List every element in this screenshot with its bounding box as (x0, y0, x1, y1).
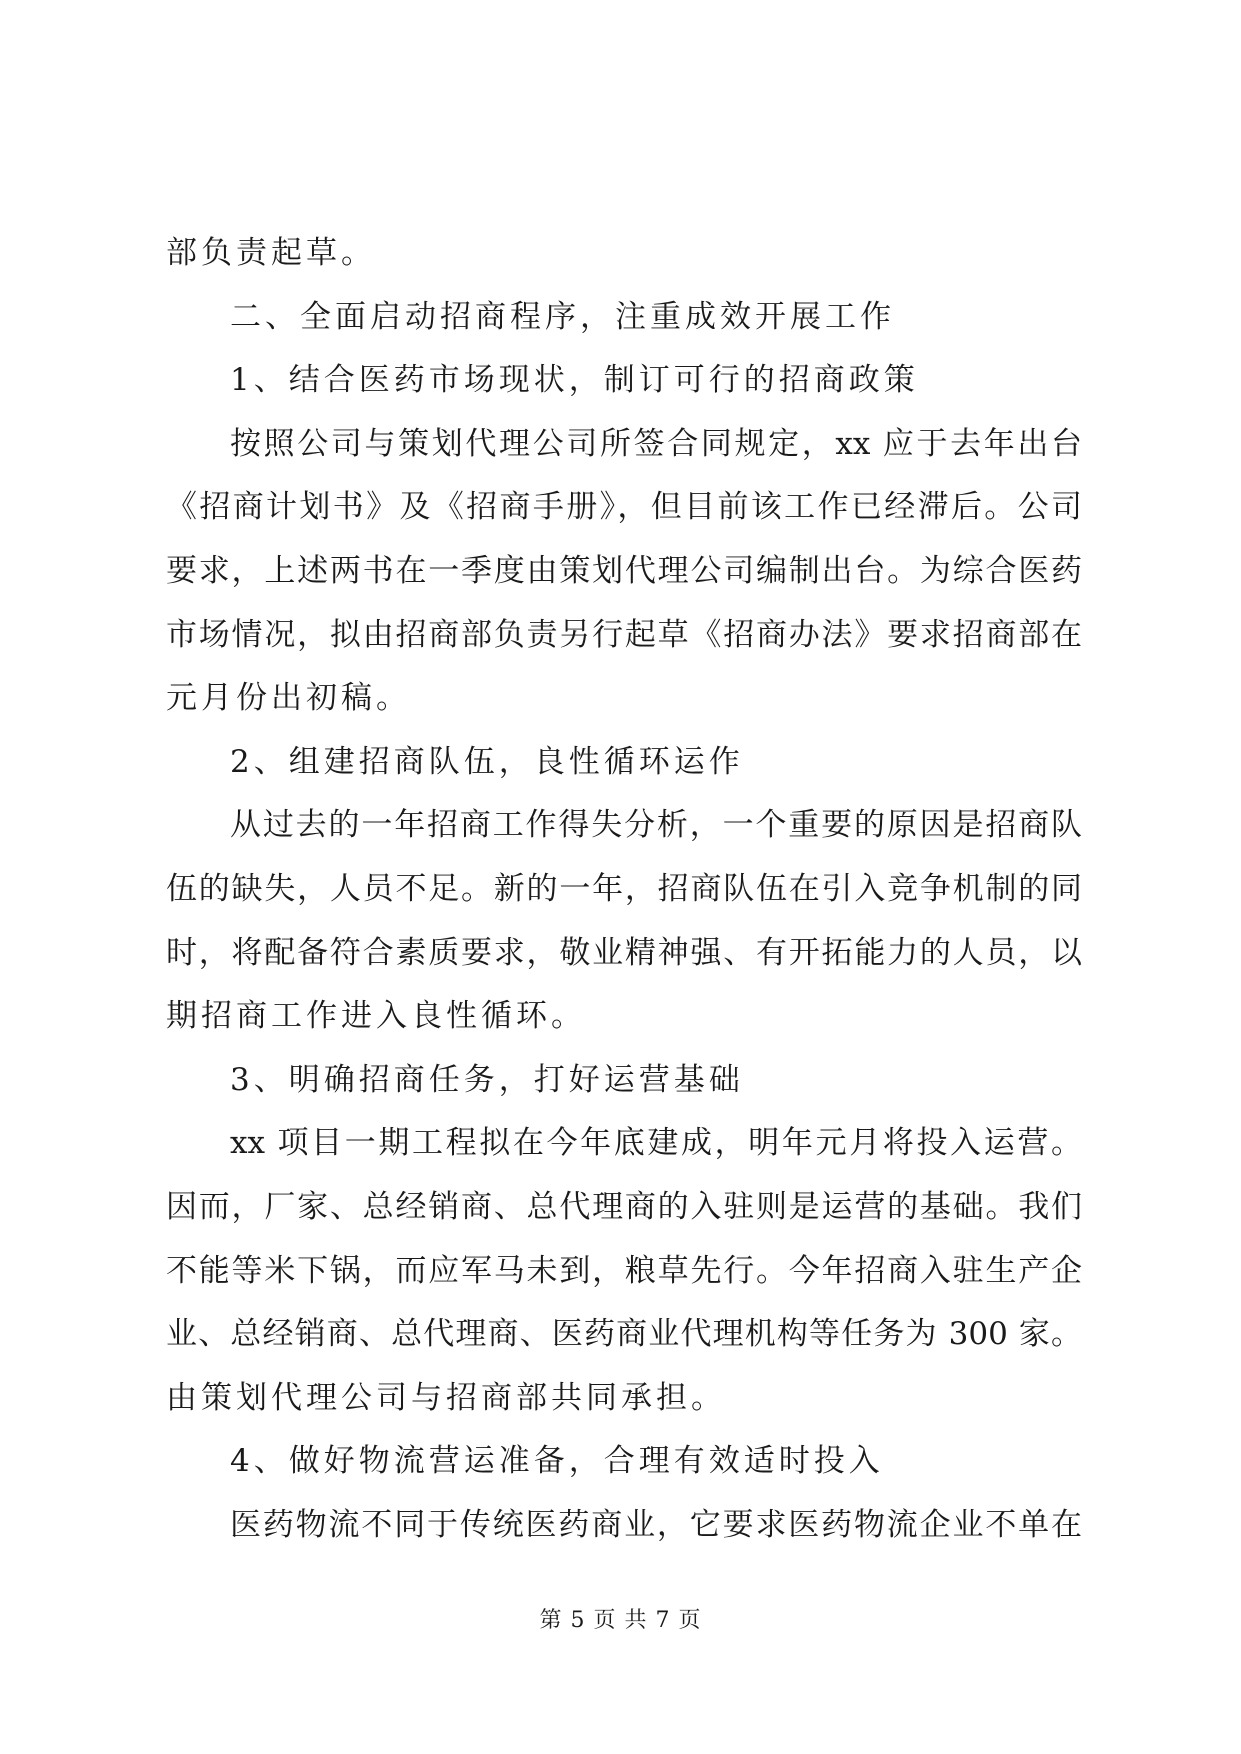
text-line: 《招商计划书》及《招商手册》，但目前该工作已经滞后。公司 (166, 489, 1082, 526)
text-line: 1、结合医药市场现状，制订可行的招商政策 (230, 362, 919, 399)
document-body (166, 222, 1082, 1557)
text-line: 元月份出初稿。 (166, 680, 411, 717)
text-line: 要求，上述两书在一季度由策划代理公司编制出台。为综合医药 (166, 552, 1082, 589)
text-line: 3、明确招商任务，打好运营基础 (230, 1061, 744, 1098)
text-line: 时，将配备符合素质要求，敬业精神强、有开拓能力的人员，以 (166, 934, 1082, 971)
text-line: 二、全面启动招商程序，注重成效开展工作 (230, 298, 895, 335)
text-line: xx 项目一期工程拟在今年底建成，明年元月将投入运营。 (230, 1125, 1082, 1162)
text-line: 2、组建招商队伍，良性循环运作 (230, 743, 744, 780)
text-line: 部负责起草。 (166, 235, 376, 271)
text-line: 由策划代理公司与招商部共同承担。 (166, 1379, 726, 1416)
text-line: 医药物流不同于传统医药商业，它要求医药物流企业不单在 (230, 1506, 1082, 1543)
text-line: 期招商工作进入良性循环。 (166, 998, 586, 1035)
text-line: 业、总经销商、总代理商、医药商业代理机构等任务为 300 家。 (166, 1316, 1082, 1353)
text-line: 4、做好物流营运准备，合理有效适时投入 (230, 1443, 884, 1480)
text-line: 市场情况，拟由招商部负责另行起草《招商办法》要求招商部在 (166, 616, 1082, 653)
text-line: 不能等米下锅，而应军马未到，粮草先行。今年招商入驻生产企 (166, 1252, 1082, 1289)
text-line: 按照公司与策划代理公司所签合同规定，xx 应于去年出台 (230, 425, 1082, 462)
text-line: 因而，厂家、总经销商、总代理商的入驻则是运营的基础。我们 (166, 1188, 1082, 1225)
text-line: 伍的缺失，人员不足。新的一年，招商队伍在引入竞争机制的同 (166, 870, 1082, 907)
page-footer: 第 5 页 共 7 页 (539, 1608, 702, 1633)
text-line: 从过去的一年招商工作得失分析，一个重要的原因是招商队 (230, 807, 1082, 844)
